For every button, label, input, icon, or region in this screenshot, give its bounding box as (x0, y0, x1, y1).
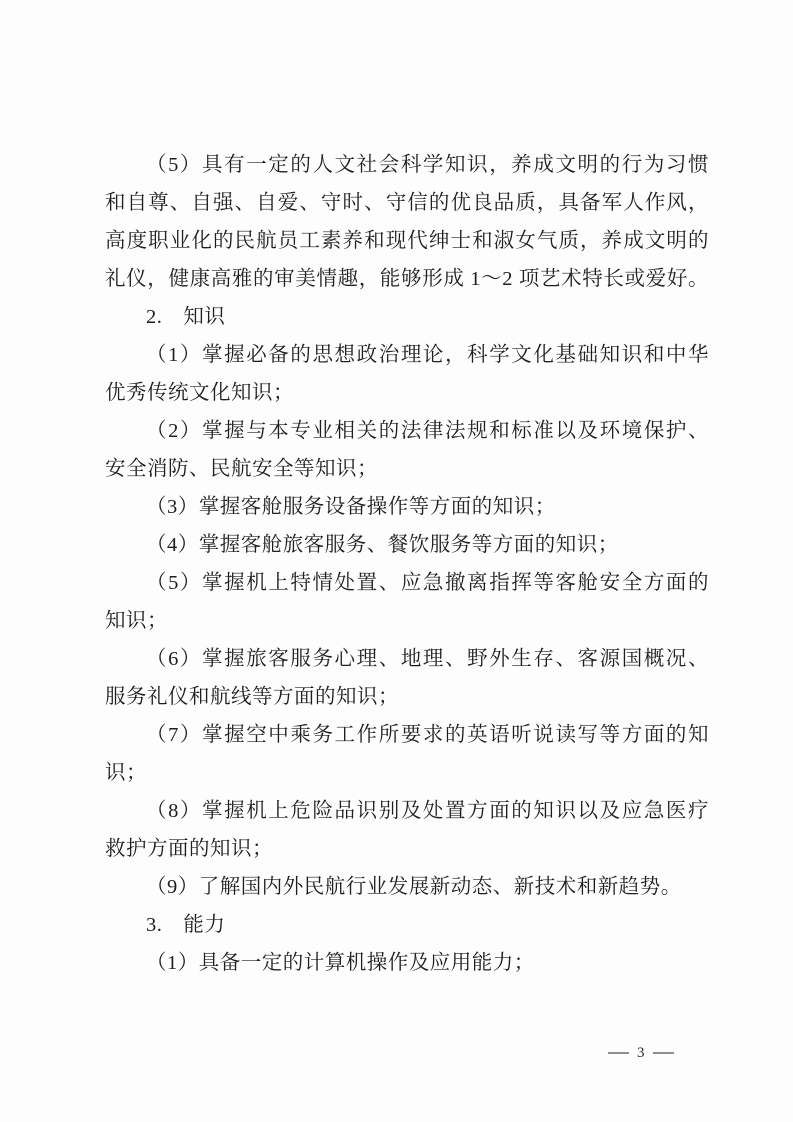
doc-line: 识； (105, 762, 147, 784)
doc-line: （8）掌握机上危险品识别及处置方面的知识以及应急医疗 (146, 800, 709, 822)
doc-heading-ability: 3. 能力 (146, 914, 226, 936)
doc-line: （4）掌握客舱旅客服务、餐饮服务等方面的知识； (146, 534, 619, 556)
doc-line: （1）掌握必备的思想政治理论，科学文化基础知识和中华 (146, 344, 709, 366)
page-number: 3 (637, 1045, 645, 1061)
page-footer (608, 1043, 674, 1063)
footer-dash-right (653, 1052, 674, 1054)
doc-line: （9）了解国内外民航行业发展新动态、新技术和新趋势。 (146, 876, 682, 898)
doc-line: （2）掌握与本专业相关的法律法规和标准以及环境保护、 (146, 420, 709, 442)
doc-line: 知识； (105, 610, 168, 632)
doc-line: 救护方面的知识； (105, 838, 273, 860)
doc-line: 礼仪，健康高雅的审美情趣，能够形成 1～2 项艺术特长或爱好。 (105, 268, 709, 290)
doc-line: （3）掌握客舱服务设备操作等方面的知识； (146, 496, 556, 518)
doc-line: 服务礼仪和航线等方面的知识； (105, 686, 399, 708)
doc-line: 和自尊、自强、自爱、守时、守信的优良品质，具备军人作风， (105, 192, 709, 214)
doc-line: （1）具备一定的计算机操作及应用能力； (146, 952, 535, 974)
doc-line: （5）掌握机上特情处置、应急撤离指挥等客舱安全方面的 (146, 572, 709, 594)
doc-line: 优秀传统文化知识； (105, 382, 294, 404)
footer-dash-left (608, 1052, 629, 1054)
doc-heading-knowledge: 2. 知识 (146, 306, 226, 328)
doc-line: 高度职业化的民航员工素养和现代绅士和淑女气质，养成文明的 (105, 230, 709, 252)
page-content (105, 146, 709, 982)
doc-line: （7）掌握空中乘务工作所要求的英语听说读写等方面的知 (146, 724, 709, 746)
doc-line: （6）掌握旅客服务心理、地理、野外生存、客源国概况、 (146, 648, 709, 670)
doc-line: 安全消防、民航安全等知识； (105, 458, 378, 480)
doc-line: （5）具有一定的人文社会科学知识，养成文明的行为习惯 (146, 154, 709, 176)
